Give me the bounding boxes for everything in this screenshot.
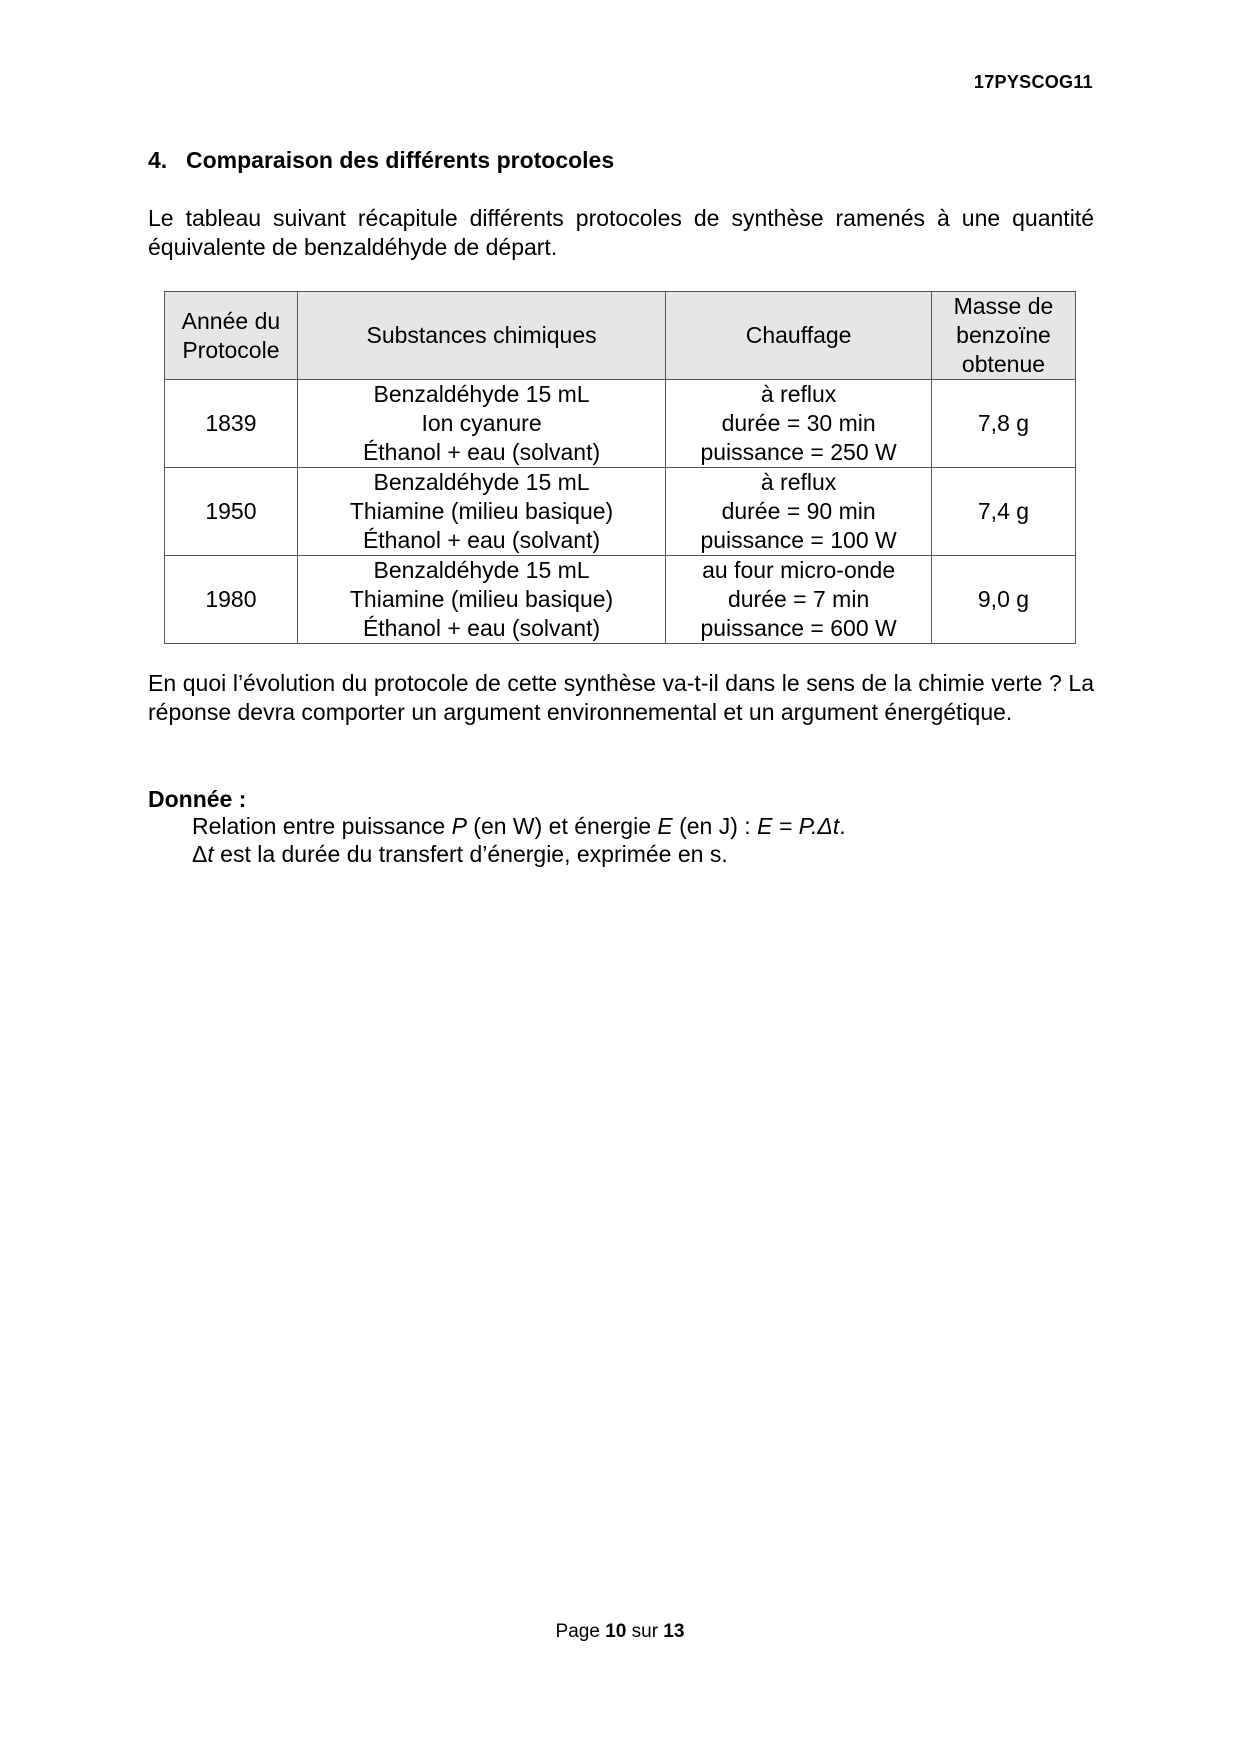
cell-substances: Benzaldéhyde 15 mL Ion cyanure Éthanol + eau (solvant) bbox=[297, 380, 665, 468]
table-row bbox=[165, 380, 1076, 468]
cell-mass: 9,0 g bbox=[931, 556, 1075, 644]
symbol-energy: E bbox=[657, 813, 673, 839]
section-title-text: Comparaison des différents protocoles bbox=[186, 147, 615, 173]
document-code: 17PYSCOG11 bbox=[973, 72, 1093, 92]
intro-paragraph: Le tableau suivant récapitule différents protocoles de synthèse ramenés à une quantité équivalente de benzaldéhyde de départ. bbox=[148, 205, 1094, 260]
cell-heating: au four micro-onde durée = 7 min puissance = 600 W bbox=[666, 556, 932, 644]
symbol-power: P bbox=[451, 813, 467, 839]
cell-substances: Benzaldéhyde 15 mL Thiamine (milieu basique) Éthanol + eau (solvant) bbox=[297, 468, 665, 556]
table-row bbox=[165, 468, 1076, 556]
energy-formula: E = P.Δt bbox=[757, 813, 840, 839]
section-number: 4. bbox=[148, 147, 168, 173]
header-year: Année du Protocole bbox=[165, 292, 298, 380]
cell-mass: 7,4 g bbox=[931, 468, 1075, 556]
donnee-duration: Δt est la durée du transfert d’énergie, exprimée en s. bbox=[192, 841, 728, 867]
protocols-table bbox=[164, 291, 1076, 644]
cell-year: 1980 bbox=[165, 556, 298, 644]
current-page-number: 10 bbox=[605, 1621, 627, 1642]
total-page-count: 13 bbox=[663, 1621, 685, 1642]
cell-mass: 7,8 g bbox=[931, 380, 1075, 468]
question-paragraph: En quoi l’évolution du protocole de cette synthèse va-t-il dans le sens de la chimie verte ? La réponse devra comporter un argument environnemental et un argument énergétique. bbox=[148, 670, 1094, 725]
header-heating: Chauffage bbox=[666, 292, 932, 380]
header-substances: Substances chimiques bbox=[297, 292, 665, 380]
cell-heating: à reflux durée = 30 min puissance = 250 W bbox=[666, 380, 932, 468]
section-title bbox=[148, 147, 614, 174]
cell-year: 1950 bbox=[165, 468, 298, 556]
table-header-row bbox=[165, 292, 1076, 380]
symbol-time: t bbox=[207, 841, 214, 867]
header-mass: Masse de benzoïne obtenue bbox=[931, 292, 1075, 380]
donnee-relation: Relation entre puissance P (en W) et énergie E (en J) : E = P.Δt. bbox=[192, 813, 846, 839]
page-footer: Page 10 sur 13 bbox=[555, 1621, 685, 1642]
symbol-delta: Δ bbox=[192, 841, 208, 867]
cell-substances: Benzaldéhyde 15 mL Thiamine (milieu basique) Éthanol + eau (solvant) bbox=[297, 556, 665, 644]
cell-year: 1839 bbox=[165, 380, 298, 468]
donnee-title: Donnée : bbox=[148, 786, 247, 812]
cell-heating: à reflux durée = 90 min puissance = 100 W bbox=[666, 468, 932, 556]
table-row bbox=[165, 556, 1076, 644]
